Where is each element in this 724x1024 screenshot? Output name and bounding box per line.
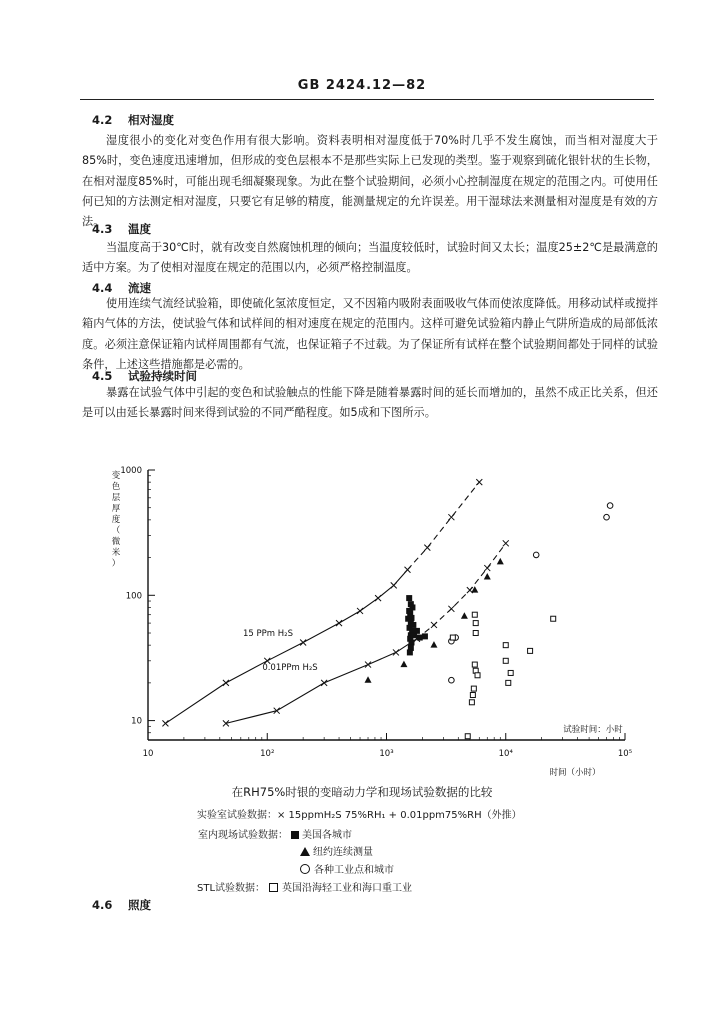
open-square-marker: [470, 693, 475, 698]
open-circle-marker: [607, 503, 613, 509]
section-number: 4.4: [92, 281, 113, 295]
x-marker: [424, 545, 430, 551]
section-number: 4.6: [92, 898, 113, 912]
legend-lab-items: × 15ppmH₂S 75%RH₁ + 0.01ppm75%RH（外推）: [277, 810, 522, 821]
triangle-icon: [300, 847, 310, 856]
open-square-marker: [503, 643, 508, 648]
curve-001ppm-dashed: [417, 543, 506, 638]
y-axis-label-char: 米: [111, 548, 121, 558]
section-4-4-text: 使用连续气流经试验箱，即使硫化氢浓度恒定，又不因箱内吸附表面吸收气体而使浓度降低。用移动试样或搅拌箱内气体的方法，使试验气体和试样间的相对速度在规定的范围内。这样可避免试验箱内静止气阱所造成的局部低浓度。必须注意保证箱内试样周围都有气流，也保证箱子不过载。为了保证所有试样在整个试验期间都处于同样的试验条件，上述这些措施都是必需的。: [82, 297, 658, 371]
x-tick-label: 10²: [260, 749, 275, 759]
x-marker: [336, 620, 342, 626]
open-square-marker: [551, 616, 556, 621]
triangle-marker: [365, 676, 372, 683]
open-square-marker: [473, 621, 478, 626]
section-title: 相对湿度: [128, 113, 174, 127]
legend-indoor-data: [198, 826, 352, 841]
open-square-marker: [465, 734, 470, 739]
inner-time-note: 试验时间：小时: [563, 725, 623, 735]
x-marker: [357, 608, 363, 614]
x-marker: [300, 640, 306, 646]
open-square-marker: [508, 670, 513, 675]
x-tick-label: 10³: [379, 749, 394, 759]
filled-square-icon: [291, 831, 299, 839]
section-4-6-heading: [92, 897, 151, 913]
filled-square-marker: [408, 640, 414, 646]
legend-stl-item: 英国沿海轻工业和海口重工业: [282, 883, 413, 894]
open-square-marker: [473, 631, 478, 636]
x-axis-label: 时间（小时）: [549, 768, 601, 778]
curve-001ppm-solid: [226, 639, 417, 724]
section-number: 4.5: [92, 369, 113, 383]
x-marker: [375, 595, 381, 601]
filled-square-marker: [417, 635, 423, 641]
y-tick-label: 100: [125, 591, 142, 602]
x-marker: [503, 540, 509, 546]
x-marker: [162, 720, 168, 726]
legend-indoor-b: 纽约连续测量: [313, 847, 373, 858]
x-marker: [391, 582, 397, 588]
open-square-marker: [469, 700, 474, 705]
y-tick-label: 1000: [120, 466, 142, 476]
section-4-5-text: 暴露在试验气体中引起的变色和试验触点的性能下降是随着暴露时间的延长而增加的，虽然不成正比关系，但还是可以由延长暴露时间来得到试验的不同严酷程度。如5成和下图所示。: [82, 386, 658, 420]
curve-15ppm-solid: [165, 570, 407, 724]
curve-label-001ppm: 0.01PPm H₂S: [262, 663, 318, 673]
y-tick-label: 10: [131, 716, 142, 727]
figure-caption: 在RH75%时银的变暗动力学和现场试验数据的比较: [231, 785, 493, 799]
x-tick-label: 10: [142, 749, 154, 759]
curve-label-15ppm: 15 PPm H₂S: [243, 629, 293, 639]
x-marker: [484, 565, 490, 571]
y-axis-label-char: 变: [111, 471, 121, 481]
y-axis-label-char: 度: [111, 515, 121, 525]
section-4-5-heading: [92, 368, 197, 384]
section-number: 4.2: [92, 113, 113, 127]
section-4-3-heading: [92, 221, 151, 237]
x-marker: [365, 662, 371, 668]
section-title: 温度: [128, 222, 151, 236]
legend-stl-prefix: STL试验数据：: [197, 883, 266, 894]
legend-indoor-b-row: [300, 843, 373, 858]
open-square-marker: [471, 686, 476, 691]
section-4-2-text: 湿度很小的变化对变色作用有很大影响。资料表明相对湿度低于70%时几乎不发生腐蚀，而当相对湿度大于85%时，变色速度迅速增加，但形成的变色层根本不是那些实际上已发现的类型。鉴于观察到硫化银针状的生长物，在相对湿度85%时，可能出现毛细凝聚现象。为此在整个试验期间，必须小心控制湿度在规定的范围之内。可使用任何已知的方法测定相对湿度，只要它有足够的精度，能测量规定的允许误差。用干湿球法来测量相对湿度是有效的方法。: [82, 134, 658, 229]
filled-square-marker: [414, 628, 420, 634]
legend-lab-data: [197, 806, 522, 821]
section-title: 照度: [128, 898, 151, 912]
y-axis-label-char: ）: [111, 559, 121, 569]
legend-lab-prefix: 实验室试验数据：: [197, 810, 277, 821]
y-axis-label-char: （: [111, 526, 121, 536]
open-square-marker: [528, 648, 533, 653]
legend-stl-data: [197, 879, 412, 894]
x-marker: [476, 479, 482, 485]
x-marker: [321, 680, 327, 686]
y-axis-label-char: 微: [111, 537, 121, 547]
page-header: GB 2424.12—82: [297, 78, 427, 93]
triangle-marker: [497, 558, 504, 565]
open-square-marker: [450, 635, 455, 640]
triangle-marker: [461, 612, 468, 619]
y-axis-label-char: 层: [111, 493, 121, 503]
section-title: 流速: [128, 281, 151, 295]
open-square-marker: [475, 673, 480, 678]
triangle-marker: [400, 661, 407, 668]
x-marker: [431, 622, 437, 628]
legend-indoor-c-row: [300, 861, 394, 876]
x-marker: [448, 514, 454, 520]
x-tick-label: 10⁵: [617, 749, 633, 759]
y-axis-label-char: 色: [111, 482, 121, 492]
open-square-marker: [472, 612, 477, 617]
tarnish-kinetics-chart: [0, 440, 724, 780]
section-title: 试验持续时间: [128, 369, 197, 383]
x-marker: [223, 680, 229, 686]
y-axis-label-char: 厚: [111, 504, 121, 514]
open-square-marker: [472, 662, 477, 667]
filled-square-marker: [405, 616, 411, 622]
section-number: 4.3: [92, 222, 113, 236]
filled-square-marker: [406, 595, 412, 601]
section-4-3-text: 当温度高于30℃时，就有改变自然腐蚀机理的倾向；当温度较低时，试验时间又太长；温度25±2℃是最满意的适中方案。为了使相对湿度在规定的范围以内，必须严格控制温度。: [82, 241, 658, 275]
legend-indoor-prefix: 室内现场试验数据：: [198, 830, 288, 841]
x-marker: [448, 606, 454, 612]
x-marker: [404, 567, 410, 573]
legend-indoor-a: 美国各城市: [302, 830, 352, 841]
filled-square-marker: [410, 622, 416, 628]
open-square-icon: [269, 883, 278, 892]
filled-square-marker: [406, 608, 412, 614]
open-square-marker: [506, 680, 511, 685]
triangle-marker: [430, 641, 437, 648]
triangle-marker: [484, 573, 491, 580]
open-square-marker: [503, 658, 508, 663]
x-tick-label: 10⁴: [498, 749, 513, 759]
filled-square-marker: [422, 633, 428, 639]
open-circle-marker: [533, 552, 539, 558]
legend-indoor-c: 各种工业点和城市: [314, 865, 394, 876]
curve-15ppm-dashed: [408, 482, 480, 570]
open-circle-marker: [604, 514, 610, 520]
x-marker: [393, 649, 399, 655]
open-circle-marker: [449, 677, 455, 683]
header-rule: [80, 99, 654, 100]
filled-square-marker: [407, 649, 413, 655]
open-circle-icon: [300, 864, 310, 874]
section-4-2-heading: [92, 112, 174, 128]
